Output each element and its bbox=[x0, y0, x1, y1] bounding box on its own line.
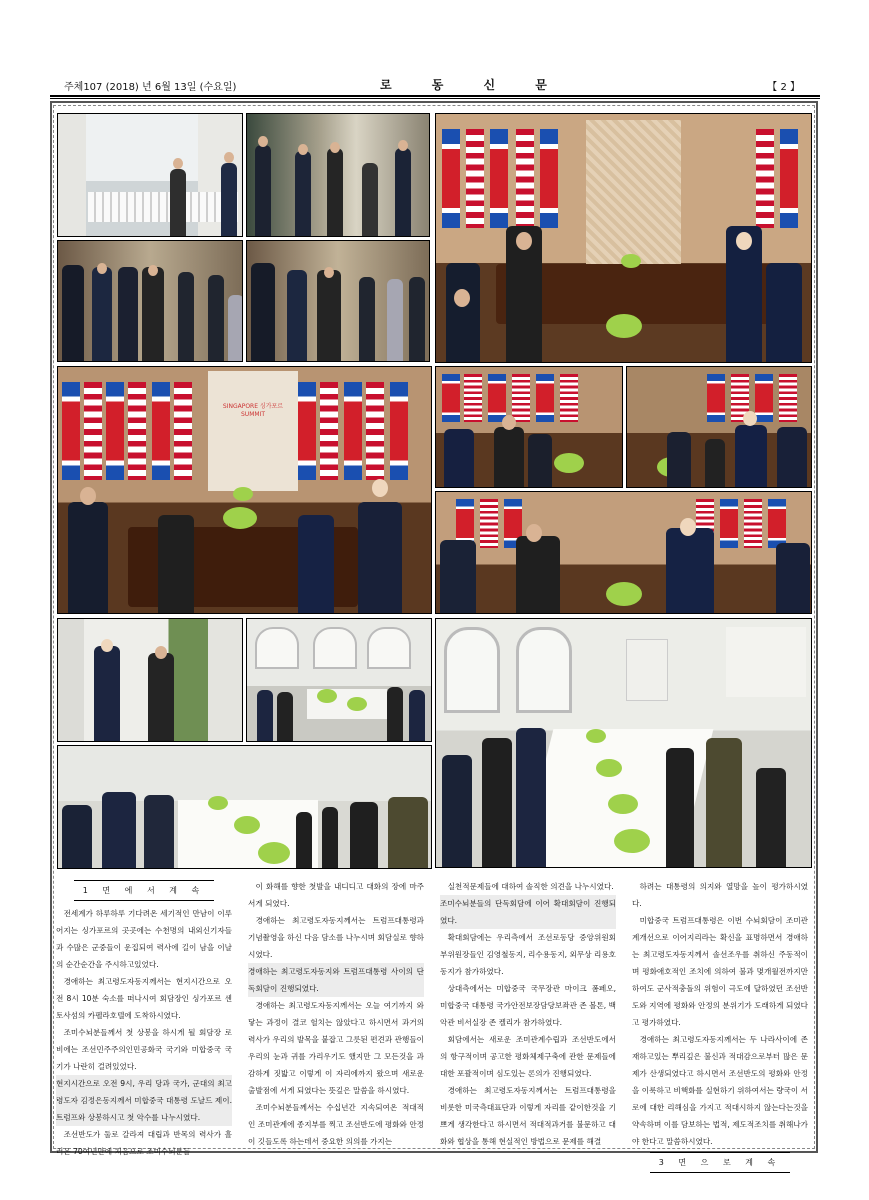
masthead bbox=[50, 76, 820, 94]
photo-balcony-meeting bbox=[57, 113, 243, 237]
continued-from-page-1: 1 면 에 서 계 속 bbox=[74, 880, 214, 901]
photo-lunch-table-closeup bbox=[57, 745, 432, 869]
paragraph: 경애하는 최고령도자동지께서는 현지시간으로 오전 8시 10분 숙소를 떠나시여 회담장인 싱가포르 센토사섬의 카펠라호텔에 도착하시였다. bbox=[56, 977, 232, 1020]
photo-meeting-table-flags bbox=[435, 113, 812, 363]
highlighted-paragraph: 현지시간으로 오전 9시, 우리 당과 국가, 군대의 최고령도자 김정은동지께서 미합중국 대통령 도날드 제이. 트럼프와 상봉하시고 첫 악수를 나누시였다. bbox=[56, 1075, 232, 1126]
paragraph: 전세계가 하루하루 기다려온 세기적인 만남이 이루어지는 싱가포르의 곳곳에는 수천명의 내외신기자들과 수많은 군중들이 운집되여 력사에 길이 남을 이날의 순간순간을 주시하고있었다. bbox=[56, 909, 232, 969]
photo-delegation-table-left bbox=[435, 366, 623, 488]
paragraph: 실천적문제들에 대하여 솔직한 의견을 나누시였다. bbox=[447, 882, 614, 891]
article-column-3 bbox=[440, 878, 616, 1150]
article-column-4 bbox=[632, 878, 808, 1177]
paragraph: 조선반도가 둘로 갈라져 대립과 반목의 력사가 흘러온 70여년만에 처음으로 조미수뇌분들 bbox=[56, 1130, 232, 1156]
photo-delegation-greeting-1 bbox=[57, 240, 243, 362]
paragraph: 경애하는 최고령도자동지께서는 트럼프대통령을 비롯한 미국측대표단과 이렇게 자리를 같이한것을 기쁘게 생각한다고 하시면서 적대적과거를 불문하고 대화와 협상을 통해 현실적인 방법으로 문제를 해결 bbox=[440, 1086, 616, 1146]
highlighted-paragraph: 경애하는 최고령도자동지와 트럼프대통령 사이의 단독회담이 진행되였다. bbox=[248, 963, 424, 997]
continued-on-page-3: 3 면 으 로 계 속 bbox=[650, 1152, 790, 1173]
photo-handshake-table bbox=[435, 491, 812, 614]
paragraph: 경애하는 최고령도자동지께서는 두 나라사이에 존재하고있는 뿌리깊은 불신과 적대감으로부터 많은 문제가 산생되였다고 하시면서 조선반도의 평화와 안정을 이룩하고 비핵화를 실현하기 위하여서는 량국이 서로에 대한 리해심을 가지고 적대시하지 않는다는것을 약속하며 이를 담보하는 법적, 제도적조치를 취해나가야 한다고 말씀하시였다. bbox=[632, 1035, 808, 1146]
header-rule-thin bbox=[50, 98, 820, 99]
page-number: 【 2 】 bbox=[767, 82, 800, 93]
paragraph: 회담에서는 새로운 조미관계수립과 조선반도에서의 항구적이며 공고한 평화체제구축에 관한 문제들에 대한 포괄적이며 심도있는 론의가 진행되였다. bbox=[440, 1035, 616, 1078]
photo-delegation-greeting-2 bbox=[246, 240, 430, 362]
summit-banner: SINGAPORE 싱가포르 SUMMIT bbox=[222, 403, 284, 418]
photo-delegation-table-right bbox=[626, 366, 812, 488]
article-column-1 bbox=[56, 878, 232, 1160]
photo-lunch-hall-large bbox=[435, 618, 812, 868]
paragraph: 조미수뇌분들께서는 수십년간 지속되여온 적대적인 조미관계에 종지부를 찍고 조선반도에 평화와 안정이 깃들도록 하는데서 중요한 의의를 가지는 bbox=[248, 1103, 424, 1146]
issue-date: 주체107 (2018) 년 6월 13일 (수요일) bbox=[64, 82, 237, 93]
paragraph: 이 화해를 향한 첫발을 내디디고 대화의 장에 마주서게 되였다. bbox=[248, 882, 424, 908]
newspaper-title: 로 동 신 문 bbox=[380, 78, 565, 92]
photo-summit-banner-meeting bbox=[57, 366, 432, 614]
photo-handshake-hallway bbox=[246, 113, 430, 237]
header-rule-thick bbox=[50, 95, 820, 97]
paragraph: 상대측에서는 미합중국 국무장관 마이크 폼페오, 미합중국 대통령 국가안전보장담당보좌관 존 볼톤, 백악관 비서실장 존 켈리가 참가하였다. bbox=[440, 984, 616, 1027]
photo-walk-together bbox=[57, 618, 243, 742]
article-column-2 bbox=[248, 878, 424, 1150]
highlighted-paragraph: 조미수뇌분들의 단독회담에 이어 확대회담이 진행되였다. bbox=[440, 895, 616, 929]
paragraph: 하려는 대통령의 의지와 열망을 높이 평가하시였다. bbox=[632, 882, 808, 908]
paragraph: 미합중국 트럼프대통령은 이번 수뇌회담이 조미관계개선으로 이어지리라는 확신을 표명하면서 경애하는 최고령도자동지께서 솔선조우를 취하신 주동적이며 평화애호적인 조치에 의하여 불과 몇개월전까지만 하여도 군사적충돌의 위험이 극도에 달하였던 조선반도와 지역에 평화와 안정의 분위기가 도래하게 되였다고 평가하였다. bbox=[632, 916, 808, 1027]
paragraph: 확대회담에는 우리측에서 조선로동당 중앙위원회 부위원장들인 김영철동지, 리수용동지, 외무상 리용호동지가 참가하였다. bbox=[440, 933, 616, 976]
paragraph: 조미수뇌분들께서 첫 상봉을 하시게 될 회담장 로비에는 조선민주주의인민공화국 국기와 미합중국 국기가 나란히 걸려있었다. bbox=[56, 1028, 232, 1071]
paragraph: 경애하는 최고령도자동지께서는 오늘 여기까지 와닿는 과정이 결코 헐치는 않았다고 하시면서 과거의 력사가 우리의 발목을 붙잡고 그릇된 편견과 관행들이 우리의 눈과 귀를 가리우기도 했지만 그 모든것을 과감하게 짓밟고 이렇게 이 자리에까지 왔으며 새로운 출발점에 서게 되였다는 뜻깊은 말씀을 하시였다. bbox=[248, 1001, 424, 1095]
photo-lunch-hall-small bbox=[246, 618, 432, 742]
paragraph: 경애하는 최고령도자동지께서는 트럼프대통령과 기념촬영을 하신 다음 담소를 나누시며 회담실로 향하시였다. bbox=[248, 916, 424, 959]
